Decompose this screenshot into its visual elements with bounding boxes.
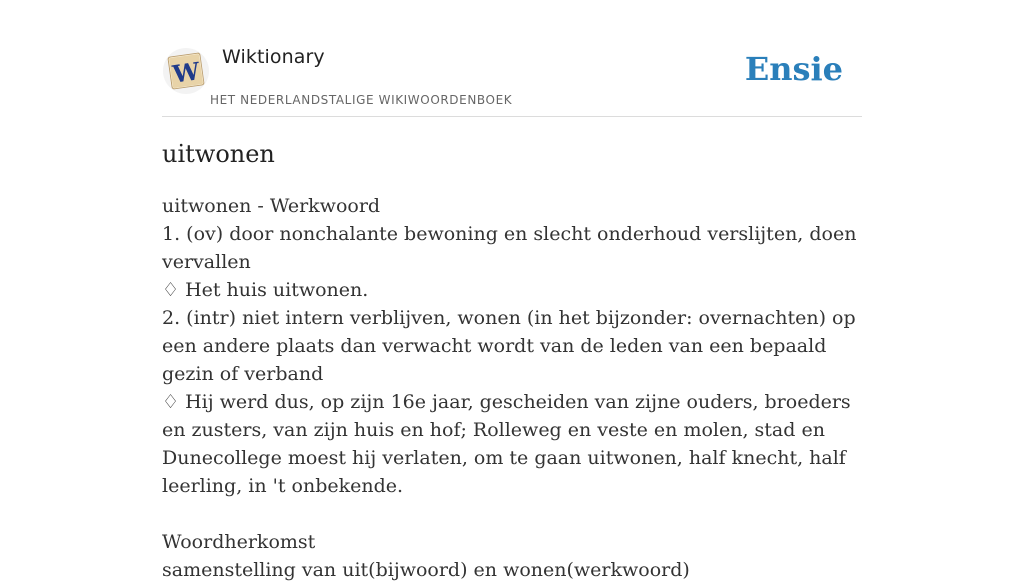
site-header [162, 0, 862, 117]
entry-body [162, 192, 872, 584]
etymology-text: samenstelling van uit(bijwoord) en wonen(werkwoord) [162, 559, 690, 581]
ensie-brand-link[interactable]: Ensie [744, 50, 843, 88]
entry-title: uitwonen [162, 140, 275, 168]
paragraph-spacer [162, 500, 872, 528]
entry-heading: uitwonen - Werkwoord [162, 195, 381, 217]
example-2: ♢ Hij werd dus, op zijn 16e jaar, gescheiden van zijne ouders, broeders en zusters, van zijn huis en hof; Rolleweg en veste en molen, stad en Dunecollege moest hij verlaten, om te gaan uitwonen, half knecht, half leerling, in 't onbekende. [162, 391, 851, 497]
entry-content [162, 138, 872, 584]
etymology-heading: Woordherkomst [162, 531, 316, 553]
wiktionary-logo-icon[interactable] [162, 47, 210, 95]
example-1: ♢ Het huis uitwonen. [162, 279, 369, 301]
site-name[interactable]: Wiktionary [222, 46, 325, 68]
sense-1: 1. (ov) door nonchalante bewoning en slecht onderhoud verslijten, doen vervallen [162, 223, 857, 273]
logo-letter: W [170, 56, 202, 89]
site-tagline: HET NEDERLANDSTALIGE WIKIWOORDENBOEK [210, 93, 513, 107]
sense-2: 2. (intr) niet intern verblijven, wonen (in het bijzonder: overnachten) op een andere plaats dan verwacht wordt van de leden van een bepaald gezin of verband [162, 307, 856, 385]
